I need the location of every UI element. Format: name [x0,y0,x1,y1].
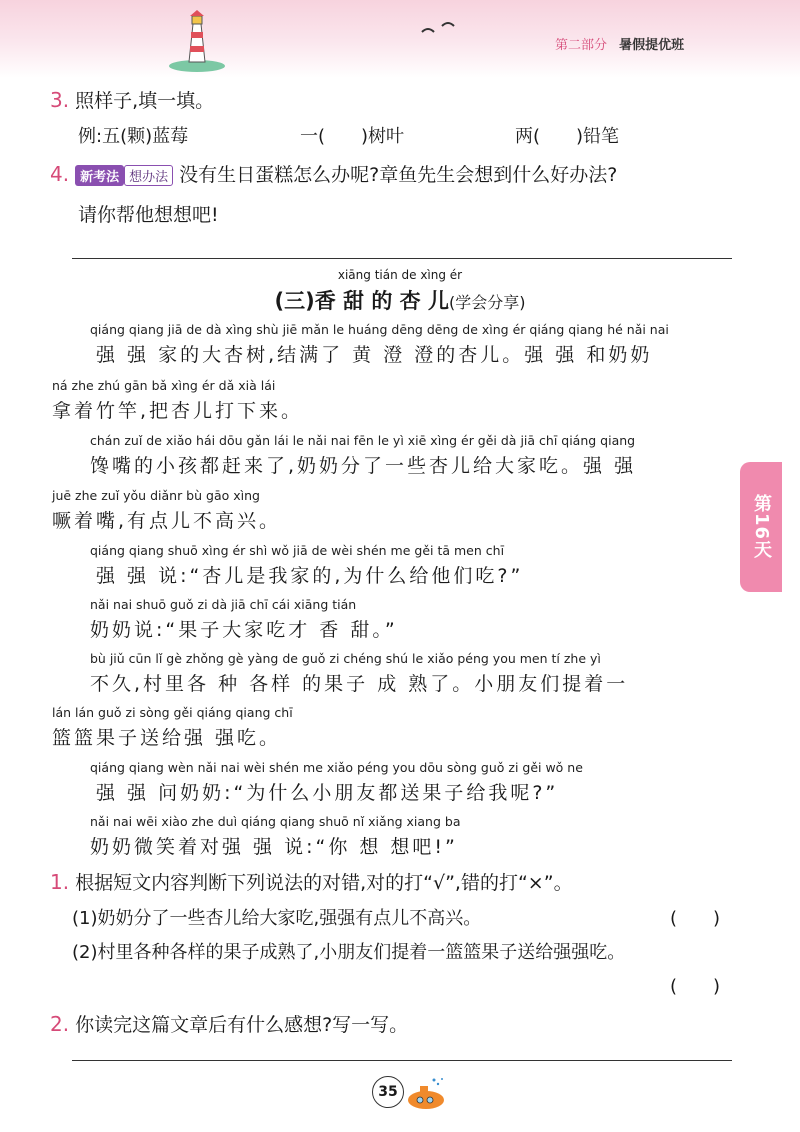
day-tab-label: 第16天 [751,494,772,560]
passage-line: 强 强 说:“杏儿是我家的,为什么给他们吃?” [96,565,524,587]
judgement-item: (2)村里各种各样的果子成熟了,小朋友们提着一篮篮果子送给强强吃。 [72,942,626,963]
pinyin-line: nǎi nai wēi xiào zhe duì qiáng qiang shuō nǐ xiǎng xiang ba [90,814,461,829]
lighthouse-icon [168,10,226,72]
question-4 [50,160,617,187]
title-pinyin: xiāng tián de xìng ér [337,268,463,282]
page-number: 35 [372,1076,404,1108]
question-4-line-2: 请你帮他想想吧! [78,204,219,226]
new-exam-tag: 新考法 [75,165,124,186]
pinyin-line: qiáng qiang shuō xìng ér shì wǒ jiā de wèi shén me gěi tā men chī [90,543,505,558]
passage-line: 强 强 家的大杏树,结满了 黄 澄 澄的杏儿。强 强 和奶奶 [96,344,653,366]
answer-line[interactable] [72,258,732,259]
pinyin-line: lán lán guǒ zi sòng gěi qiáng qiang chī [52,705,293,720]
question-number: 3. [50,88,70,112]
answer-line[interactable] [72,1060,732,1061]
passage-title-sub: (学会分享) [448,293,526,312]
question-prompt: 你读完这篇文章后有什么感想?写一写。 [75,1014,409,1036]
question-prompt: 根据短文内容判断下列说法的对错,对的打“√”,错的打“×”。 [75,872,573,894]
question-number: 2. [50,1012,70,1036]
question-prompt: 照样子,填一填。 [75,90,215,112]
bird-icon [420,18,460,38]
passage-line: 奶奶微笑着对强 强 说:“你 想 想吧!” [90,836,458,858]
passage-line: 奶奶说:“果子大家吃才 香 甜。” [90,619,398,641]
passage-line: 强 强 问奶奶:“为什么小朋友都送果子给我呢?” [96,782,559,804]
question-prompt: 没有生日蛋糕怎么办呢?章鱼先生会想到什么好办法? [179,164,618,186]
pinyin-line: nǎi nai shuō guǒ zi dà jiā chī cái xiāng tián [90,597,357,612]
pinyin-line: qiáng qiang wèn nǎi nai wèi shén me xiǎo péng you dōu sòng guǒ zi gěi wǒ ne [90,760,583,775]
question-2 [50,1010,408,1037]
passage-line: 不久,村里各 种 各样 的果子 成 熟了。小朋友们提着一 [90,673,629,695]
answer-paren[interactable]: ( ) [670,976,721,997]
question-3 [50,86,214,113]
pinyin-line: ná zhe zhú gān bǎ xìng ér dǎ xià lái [52,378,276,393]
question-number: 1. [50,870,70,894]
submarine-icon [398,1074,448,1114]
judgement-item: (1)奶奶分了一些杏儿给大家吃,强强有点儿不高兴。 [72,908,482,929]
passage-title [0,285,800,315]
passage-line: 噘着嘴,有点儿不高兴。 [52,510,282,532]
passage-line: 馋嘴的小孩都赶来了,奶奶分了一些杏儿给大家吃。强 强 [90,455,637,477]
pinyin-line: chán zuǐ de xiǎo hái dōu gǎn lái le nǎi nai fēn le yì xiē xìng ér gěi dà jiā chī qiáng qiang [90,433,636,448]
fill-blank-pencil[interactable]: 两( )铅笔 [515,126,620,147]
answer-paren[interactable]: ( ) [670,908,721,929]
question-1 [50,868,573,895]
pinyin-line: bù jiǔ cūn lǐ gè zhǒng gè yàng de guǒ zi chéng shú le xiǎo péng you men tí zhe yì [90,651,601,666]
header-class-name: 暑假提优班 [619,38,685,53]
pinyin-line: juē zhe zuǐ yǒu diǎnr bù gāo xìng [52,488,260,503]
pinyin-line: qiáng qiang jiā de dà xìng shù jiē mǎn le huáng dēng dēng de xìng ér qiáng qiang hé nǎi nai [90,322,669,337]
passage-line: 拿着竹竿,把杏儿打下来。 [52,400,304,422]
passage-line: 篮篮果子送给强 强吃。 [52,727,282,749]
header-part: 第二部分 [555,38,608,53]
fill-blank-leaf[interactable]: 一( )树叶 [300,126,405,147]
header-section-label [555,34,684,53]
question-number: 4. [50,162,70,186]
example-text: 例:五(颗)蓝莓 [78,126,189,147]
think-tag: 想办法 [124,165,173,186]
day-tab [740,462,782,592]
passage-title-text: (三)香 甜 的 杏 儿 [274,289,449,313]
